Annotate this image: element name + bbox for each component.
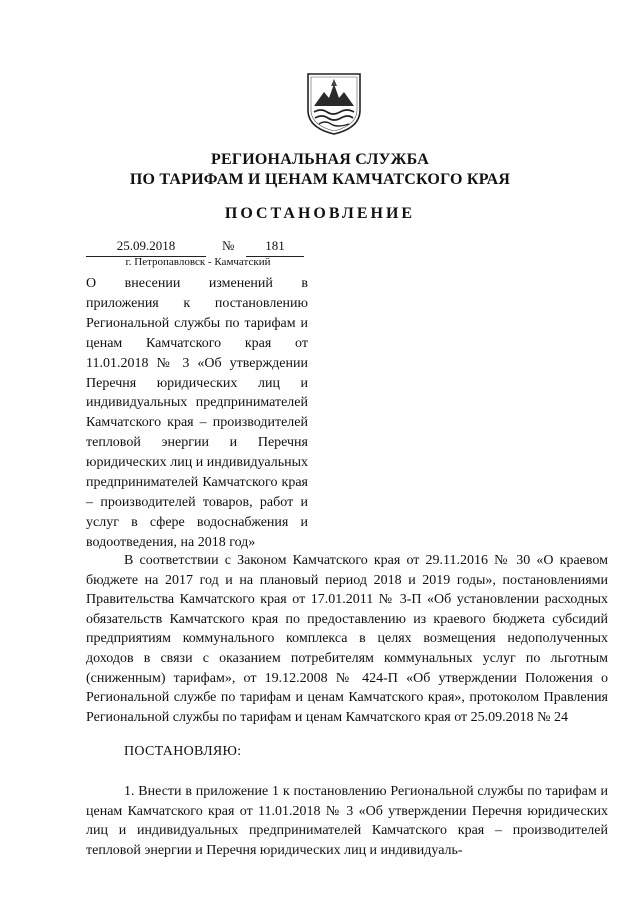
organization-line-1: РЕГИОНАЛЬНАЯ СЛУЖБА (211, 151, 429, 168)
number-sign: № (222, 238, 235, 253)
item-1-paragraph: 1. Внести в приложение 1 к постановлению Региональной службы по тарифам и ценам Камчатского края от 11.01.2018 № 3 «Об утверждении Перечня юридических лиц и индивидуальных предпринимателей Камчатского края – производителей тепловой энергии и Перечня юридических лиц и индивидуаль- (86, 784, 608, 858)
document-type: ПОСТАНОВЛЕНИЕ (224, 205, 416, 222)
document-subject: О внесении изменений в приложения к постановлению Региональной службы по тарифам и ценам Камчатского края от 11.01.2018 № 3 «Об утверждении Перечня юридических лиц и индивидуальных предпринимателей Камчатского края – производителей тепловой энергии и Перечня юридических лиц и индивидуальных предпринимателей Камчатского края – производителей товаров, работ и услуг в сфере водоснабжения и водоотведения, на 2018 год» (86, 276, 308, 550)
document-city: г. Петропавловск - Камчатский (125, 256, 271, 268)
organization-line-2: ПО ТАРИФАМ И ЦЕНАМ КАМЧАТСКОГО КРАЯ (129, 171, 511, 188)
organization-name (0, 150, 640, 190)
decree-word: ПОСТАНОВЛЯЮ: (124, 744, 242, 759)
document-date: 25.09.2018 (86, 238, 206, 257)
coat-of-arms-icon (303, 70, 365, 136)
preamble-paragraph: В соответствии с Законом Камчатского края от 29.11.2016 № 30 «О краевом бюджете на 2017 год и на плановый период 2018 и 2019 годы», постановлениями Правительства Камчатского края от 17.01.2011 № 3-П «Об установлении расходных обязательств Камчатского края по предоставлению из краевого бюджета субсидий предприятиям коммунального комплекса в целях возмещения недополученных доходов в связи с оказанием потребителям коммунальных услуг по льготным (сниженным) тарифам», от 19.12.2008 № 424-П «Об утверждении Положения о Региональной службе по тарифам и ценам Камчатского края», протоколом Правления Региональной службы по тарифам и ценам Камчатского края от 25.09.2018 № 24 (86, 553, 608, 725)
document-number: 181 (246, 238, 304, 257)
